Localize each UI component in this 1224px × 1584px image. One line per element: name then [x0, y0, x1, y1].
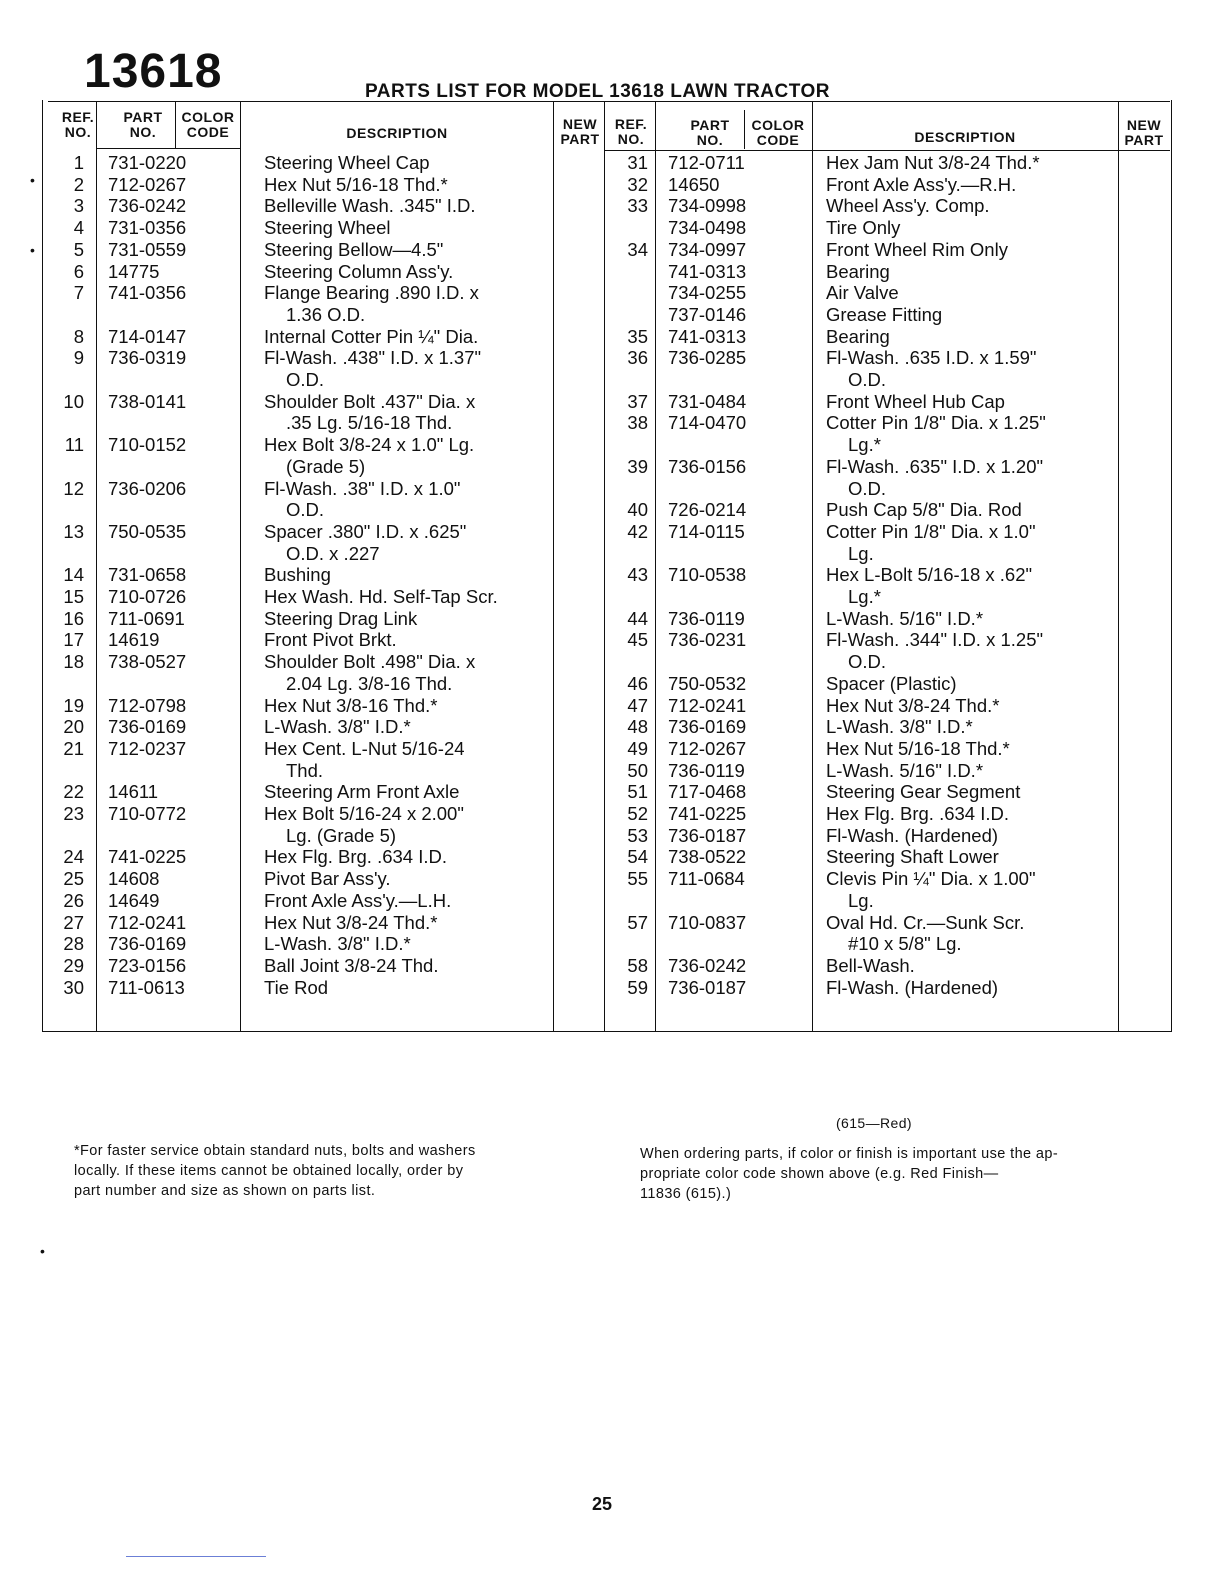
part-number: 734-0997 [668, 238, 747, 260]
scan-mark: • [40, 1243, 45, 1259]
part-description: Steering Column Ass'y. [264, 260, 454, 282]
part-number: 712-0267 [108, 173, 187, 195]
ref-number: 13 [63, 520, 84, 542]
bottom-rule [126, 1556, 266, 1557]
part-number: 736-0156 [668, 455, 747, 477]
part-description: Air Valve [826, 282, 899, 304]
ref-number: 52 [627, 803, 648, 824]
part-description: Hex Flg. Brg. .634 I.D. [264, 846, 448, 868]
part-description: Hex Bolt 3/8-24 x 1.0" Lg. [264, 434, 475, 456]
part-description: O.D. x .227 [286, 542, 380, 564]
ref-number: 58 [627, 954, 648, 976]
ref-number: 18 [63, 651, 84, 673]
part-number: 736-0169 [668, 716, 747, 738]
ref-number: 10 [63, 390, 84, 412]
ref-number: 15 [63, 586, 84, 607]
part-description: Fl-Wash. (Hardened) [826, 824, 999, 846]
part-description: Wheel Ass'y. Comp. [826, 195, 990, 217]
ref-number: 31 [627, 152, 648, 173]
ref-number: 20 [63, 716, 84, 738]
part-description: Lg.* [848, 434, 881, 456]
ref-number: 34 [627, 238, 648, 260]
ref-number: 6 [73, 260, 84, 282]
part-description: Lg. [848, 542, 874, 564]
part-description: Belleville Wash. .345" I.D. [264, 195, 476, 217]
ref-number: 8 [73, 325, 84, 347]
header-ref-left: REF. NO. [61, 109, 95, 140]
part-number: 736-0206 [108, 477, 187, 499]
part-number: 741-0313 [668, 260, 747, 282]
part-number: 711-0684 [668, 868, 745, 890]
part-number: 741-0225 [108, 846, 187, 868]
part-number: 734-0998 [668, 195, 747, 217]
part-number: 14649 [108, 889, 160, 911]
part-number: 14650 [668, 173, 720, 195]
ref-number: 9 [73, 347, 84, 369]
part-description: Lg. [848, 889, 874, 911]
ref-number: 11 [64, 434, 84, 456]
header-desc-right: DESCRIPTION [914, 129, 1016, 145]
part-description: Spacer (Plastic) [826, 672, 957, 694]
part-number: 711-0691 [108, 607, 185, 629]
part-number: 712-0798 [108, 694, 187, 716]
ref-number: 39 [627, 455, 648, 477]
ref-number: 51 [627, 781, 648, 803]
part-description: Tie Rod [264, 976, 329, 998]
divider-left-ref [96, 101, 97, 1031]
part-number: 736-0187 [668, 824, 747, 846]
part-description: Bearing [826, 325, 890, 347]
part-number: 712-0267 [668, 737, 747, 759]
part-description: Bearing [826, 260, 890, 282]
ref-number: 37 [627, 390, 648, 412]
table-top-rule [48, 101, 1170, 102]
part-description: Lg.* [848, 586, 881, 607]
part-description: Cotter Pin 1/8" Dia. x 1.0" [826, 520, 1036, 542]
scan-mark: • [30, 172, 35, 188]
ref-number: 35 [627, 325, 648, 347]
ref-number: 12 [63, 477, 84, 499]
header-color-right: COLOR CODE [751, 117, 805, 148]
part-description: Hex Wash. Hd. Self-Tap Scr. [264, 586, 498, 607]
part-number: 736-0242 [668, 954, 747, 976]
part-description: O.D. [848, 477, 887, 499]
ref-number: 23 [63, 803, 84, 824]
part-number: 741-0225 [668, 803, 747, 824]
ref-number: 26 [63, 889, 84, 911]
ref-number: 1 [73, 152, 84, 173]
part-description: Grease Fitting [826, 303, 943, 325]
part-number: 14775 [108, 260, 160, 282]
part-description: Hex Nut 3/8-16 Thd.* [264, 694, 438, 716]
part-number: 736-0169 [108, 716, 187, 738]
ref-number: 28 [63, 933, 84, 955]
color-code-example: (615—Red) [836, 1115, 912, 1131]
part-number: 736-0119 [668, 607, 745, 629]
part-description: Clevis Pin ¼" Dia. x 1.00" [826, 868, 1036, 890]
part-number: 734-0255 [668, 282, 747, 304]
part-description: L-Wash. 5/16" I.D.* [826, 759, 984, 781]
part-number: 731-0220 [108, 152, 187, 173]
part-number: 14608 [108, 868, 160, 890]
part-number: 750-0535 [108, 520, 187, 542]
ref-number: 24 [63, 846, 84, 868]
part-description: L-Wash. 3/8" I.D.* [264, 716, 411, 738]
ref-number: 19 [63, 694, 84, 716]
part-number: 710-0772 [108, 803, 187, 824]
part-number: 738-0527 [108, 651, 187, 673]
part-description: Hex Cent. L-Nut 5/16-24 [264, 737, 465, 759]
part-number: 710-0538 [668, 564, 747, 586]
part-number: 710-0837 [668, 911, 747, 933]
part-description: Front Pivot Brkt. [264, 629, 397, 651]
part-number: 731-0658 [108, 564, 187, 586]
ref-number: 45 [627, 629, 648, 651]
part-description: Steering Wheel Cap [264, 152, 430, 173]
ref-number: 47 [627, 694, 648, 716]
color-footnote: When ordering parts, if color or finish is important use the ap- propriate color code shown above (e.g. Red Finish— 11836 (615).) [640, 1146, 1059, 1202]
ref-number: 54 [627, 846, 648, 868]
part-description: Steering Gear Segment [826, 781, 1021, 803]
part-number: 731-0484 [668, 390, 747, 412]
part-description: Steering Shaft Lower [826, 846, 999, 868]
part-number: 717-0468 [668, 781, 747, 803]
part-number: 731-0356 [108, 217, 187, 239]
ref-number: 55 [627, 868, 648, 890]
part-number: 741-0356 [108, 282, 187, 304]
ref-number: 40 [627, 499, 648, 521]
part-description: Fl-Wash. .438" I.D. x 1.37" [264, 347, 482, 369]
header-ref-right: REF. NO. [614, 116, 648, 147]
part-description: Hex Bolt 5/16-24 x 2.00" [264, 803, 464, 824]
part-number: 750-0532 [668, 672, 747, 694]
ref-number: 27 [63, 911, 84, 933]
part-description: O.D. [848, 651, 887, 673]
divider-left-desc [553, 101, 554, 1031]
part-description: Front Axle Ass'y.—L.H. [264, 889, 452, 911]
model-number: 13618 [84, 45, 223, 98]
ref-number: 38 [627, 412, 648, 434]
ref-number: 36 [627, 347, 648, 369]
part-number: 731-0559 [108, 238, 187, 260]
part-number: 726-0214 [668, 499, 747, 521]
hardware-footnote: *For faster service obtain standard nuts, bolts and washers locally. If these items cannot be obtained locally, order by part number and size as shown on parts list. [74, 1143, 476, 1199]
part-description: Internal Cotter Pin ¼" Dia. [264, 325, 479, 347]
part-description: Steering Arm Front Axle [264, 781, 460, 803]
part-description: Spacer .380" I.D. x .625" [264, 520, 467, 542]
part-description: O.D. [848, 369, 887, 390]
ref-number: 7 [73, 282, 84, 304]
page-number: 25 [592, 1494, 613, 1514]
part-description: 2.04 Lg. 3/8-16 Thd. [286, 672, 453, 694]
part-description: #10 x 5/8" Lg. [848, 933, 962, 955]
part-description: Oval Hd. Cr.—Sunk Scr. [826, 911, 1025, 933]
part-description: Shoulder Bolt .437" Dia. x [264, 390, 476, 412]
part-description: Cotter Pin 1/8" Dia. x 1.25" [826, 412, 1046, 434]
ref-number: 32 [627, 173, 648, 195]
ref-number: 46 [627, 672, 648, 694]
part-description: Fl-Wash. .635 I.D. x 1.59" [826, 347, 1037, 369]
part-description: L-Wash. 3/8" I.D.* [826, 716, 973, 738]
part-number: 712-0241 [668, 694, 747, 716]
part-number: 710-0152 [108, 434, 187, 456]
part-number: 712-0237 [108, 737, 187, 759]
part-number: 736-0319 [108, 347, 187, 369]
part-description: Hex Jam Nut 3/8-24 Thd.* [826, 152, 1040, 173]
ref-number: 30 [63, 976, 84, 998]
part-description: (Grade 5) [286, 455, 366, 477]
part-number: 736-0119 [668, 759, 745, 781]
part-description: Steering Bellow—4.5" [264, 238, 444, 260]
part-description: Shoulder Bolt .498" Dia. x [264, 651, 476, 673]
part-number: 738-0141 [108, 390, 187, 412]
header-desc-left: DESCRIPTION [346, 125, 448, 141]
part-number: 723-0156 [108, 954, 187, 976]
part-number: 736-0285 [668, 347, 747, 369]
part-description: Tire Only [826, 217, 901, 239]
part-number: 736-0169 [108, 933, 187, 955]
part-description: Front Wheel Hub Cap [826, 390, 1005, 412]
part-description: Steering Drag Link [264, 607, 418, 629]
part-description: Ball Joint 3/8-24 Thd. [264, 954, 439, 976]
part-description: Fl-Wash. (Hardened) [826, 976, 999, 998]
ref-number: 43 [627, 564, 648, 586]
part-number: 736-0242 [108, 195, 187, 217]
part-description: Bushing [264, 564, 331, 586]
part-number: 710-0726 [108, 586, 187, 607]
part-number: 712-0711 [668, 152, 745, 173]
ref-number: 22 [63, 781, 84, 803]
ref-number: 5 [73, 238, 84, 260]
header-underline-right [604, 150, 1170, 151]
ref-number: 2 [73, 173, 84, 195]
part-description: .35 Lg. 5/16-18 Thd. [286, 412, 453, 434]
part-description: Front Axle Ass'y.—R.H. [826, 173, 1017, 195]
part-number: 741-0313 [668, 325, 747, 347]
ref-number: 3 [73, 195, 84, 217]
part-number: 712-0241 [108, 911, 187, 933]
ref-number: 14 [63, 564, 84, 586]
header-color-left: COLOR CODE [181, 109, 235, 140]
part-description: Fl-Wash. .635" I.D. x 1.20" [826, 455, 1044, 477]
part-description: Lg. (Grade 5) [286, 824, 397, 846]
part-number: 737-0146 [668, 303, 747, 325]
part-description: Hex L-Bolt 5/16-18 x .62" [826, 564, 1033, 586]
ref-number: 16 [63, 607, 84, 629]
ref-number: 4 [73, 217, 84, 239]
part-number: 14611 [108, 781, 159, 803]
part-description: L-Wash. 5/16" I.D.* [826, 607, 984, 629]
part-number: 714-0147 [108, 325, 187, 347]
part-description: Push Cap 5/8" Dia. Rod [826, 499, 1022, 521]
part-description: Fl-Wash. .38" I.D. x 1.0" [264, 477, 461, 499]
ref-number: 49 [627, 737, 648, 759]
part-description: Hex Nut 5/16-18 Thd.* [826, 737, 1010, 759]
ref-number: 48 [627, 716, 648, 738]
divider-right-part [812, 101, 813, 1031]
part-description: O.D. [286, 499, 325, 521]
part-description: Hex Nut 5/16-18 Thd.* [264, 173, 448, 195]
part-description: L-Wash. 3/8" I.D.* [264, 933, 411, 955]
part-number: 714-0115 [668, 520, 745, 542]
part-description: Fl-Wash. .344" I.D. x 1.25" [826, 629, 1044, 651]
divider-left-new [604, 101, 605, 1031]
part-number: 736-0231 [668, 629, 747, 651]
ref-number: 59 [627, 976, 648, 998]
scan-mark: • [30, 242, 35, 258]
parts-list-title: PARTS LIST FOR MODEL 13618 LAWN TRACTOR [365, 81, 830, 102]
ref-number: 50 [627, 759, 648, 781]
part-number: 714-0470 [668, 412, 747, 434]
ref-number: 21 [63, 737, 84, 759]
part-number: 734-0498 [668, 217, 747, 239]
part-number: 14619 [108, 629, 160, 651]
header-part-right: PART NO. [690, 117, 730, 148]
ref-number: 44 [627, 607, 648, 629]
header-part-left: PART NO. [123, 109, 163, 140]
part-number: 711-0613 [108, 976, 185, 998]
part-description: O.D. [286, 369, 325, 390]
part-description: Flange Bearing .890 I.D. x [264, 282, 479, 304]
divider-left-part [240, 101, 241, 1031]
ref-number: 29 [63, 954, 84, 976]
part-description: Hex Nut 3/8-24 Thd.* [264, 911, 438, 933]
divider-right-desc [1118, 101, 1119, 1031]
header-new-left: NEW PART [560, 116, 600, 147]
part-description: Pivot Bar Ass'y. [264, 868, 391, 890]
header-new-right: NEW PART [1124, 117, 1164, 148]
ref-number: 25 [63, 868, 84, 890]
part-number: 738-0522 [668, 846, 747, 868]
header-underline-left [96, 148, 240, 149]
ref-number: 53 [627, 824, 648, 846]
part-description: Front Wheel Rim Only [826, 238, 1008, 260]
divider-right-ref [655, 101, 656, 1031]
part-description: Steering Wheel [264, 217, 391, 239]
part-description: Hex Flg. Brg. .634 I.D. [826, 803, 1010, 824]
ref-number: 57 [627, 911, 648, 933]
part-description: Hex Nut 3/8-24 Thd.* [826, 694, 1000, 716]
part-description: Thd. [286, 759, 324, 781]
ref-number: 33 [627, 195, 648, 217]
part-description: 1.36 O.D. [286, 303, 366, 325]
part-number: 736-0187 [668, 976, 747, 998]
part-description: Bell-Wash. [826, 954, 915, 976]
ref-number: 42 [627, 520, 648, 542]
ref-number: 17 [63, 629, 84, 651]
